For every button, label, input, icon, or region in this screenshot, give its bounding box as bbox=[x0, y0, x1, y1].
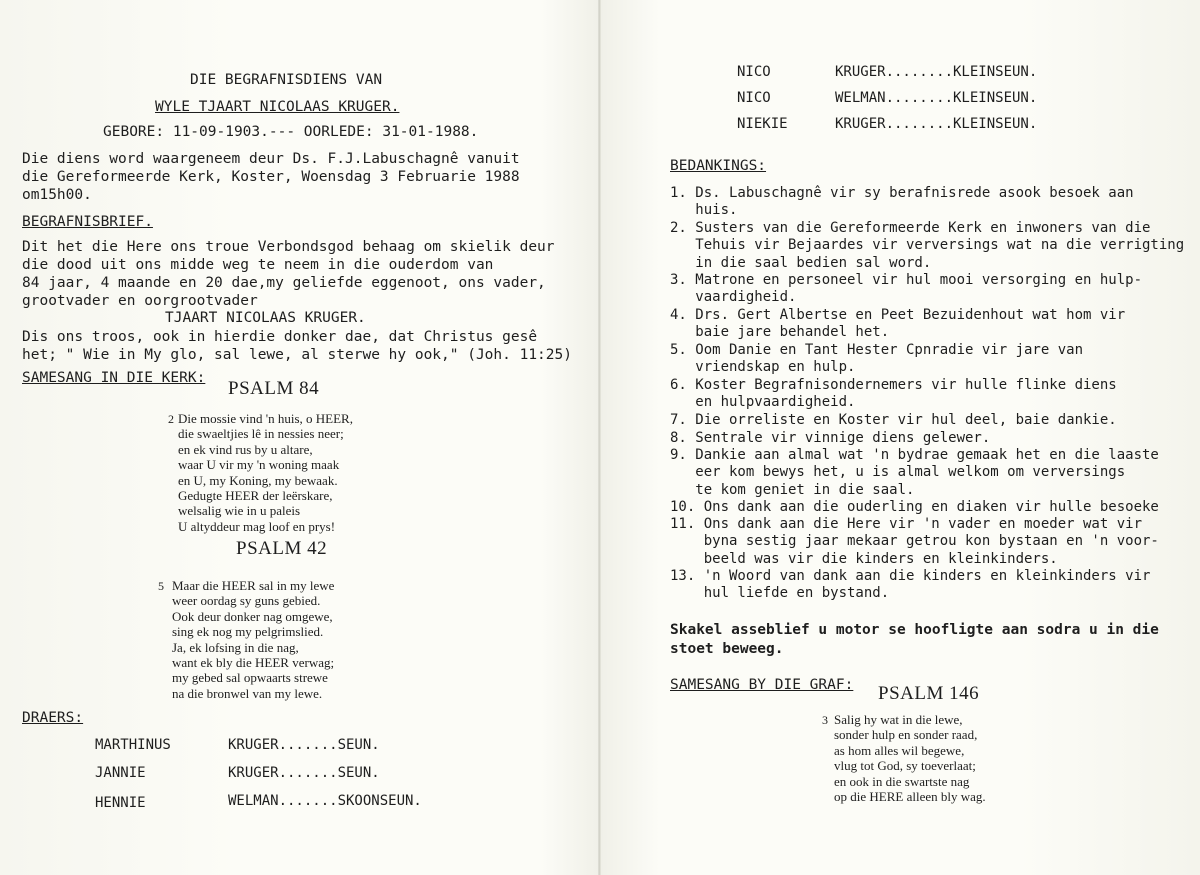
verse-line: die swaeltjies lê in nessies neer; bbox=[178, 426, 344, 442]
verse-line: Maar die HEER sal in my lewe bbox=[172, 578, 335, 593]
verse-line: waar U vir my 'n woning maak bbox=[178, 457, 340, 473]
bedanking-item bbox=[670, 377, 1117, 412]
verse-line: na die bronwel van my lewe. bbox=[172, 685, 323, 701]
draer-relation: KRUGER.......SEUN. bbox=[228, 737, 380, 753]
bedanking-line: en hulpvaardigheid. bbox=[670, 394, 856, 411]
bedanking-line: byna sestig jaar mekaar getrou kon bystaan en 'n voor- bbox=[670, 533, 1159, 550]
draer-first-name: HENNIE bbox=[95, 795, 146, 811]
psalm-146-verse bbox=[834, 712, 986, 804]
bedanking-item bbox=[670, 447, 1159, 499]
verse-line: weer oordag sy guns gebied. bbox=[172, 593, 321, 609]
draer-relation: KRUGER........KLEINSEUN. bbox=[835, 64, 1038, 80]
bedanking-line: vaardigheid. bbox=[670, 289, 797, 306]
program-heading: DIE BEGRAFNISDIENS VAN bbox=[190, 72, 383, 88]
draer-first-name: NIEKIE bbox=[737, 116, 788, 132]
comfort-text bbox=[22, 328, 572, 364]
comfort-line: het; " Wie in My glo, sal lewe, al sterwe hy ook," (Joh. 11:25) bbox=[22, 347, 572, 363]
bedanking-item bbox=[670, 412, 1117, 429]
verse-line: sonder hulp en sonder raad, bbox=[834, 727, 978, 743]
samesang-kerk-heading: SAMESANG IN DIE KERK: bbox=[22, 370, 206, 386]
motor-notice bbox=[670, 621, 1159, 659]
draer-row bbox=[95, 737, 171, 753]
bedanking-line: te kom geniet in die saal. bbox=[670, 481, 915, 498]
draer-first-name: NICO bbox=[737, 90, 771, 106]
verse-line: as hom alles wil begewe, bbox=[834, 742, 965, 758]
bedanking-line: 1. Ds. Labuschagnê vir sy berafnisrede asook besoek aan bbox=[670, 185, 1134, 201]
draer-row bbox=[95, 765, 146, 781]
intro-line: die Gereformeerde Kerk, Koster, Woensdag 3 Februarie 1988 bbox=[22, 169, 520, 185]
bedanking-line: 11. Ons dank aan die Here vir 'n vader en moeder wat vir bbox=[670, 516, 1143, 532]
draer-row bbox=[95, 795, 146, 811]
bedanking-line: 13. 'n Woord van dank aan die kinders en kleinkinders vir bbox=[670, 568, 1151, 584]
bedanking-line: huis. bbox=[670, 202, 738, 219]
verse-line: en ook in die swartste nag bbox=[834, 773, 970, 789]
verse-line: Gedugte HEER der leërskare, bbox=[178, 488, 333, 504]
draer-first-name: JANNIE bbox=[95, 765, 146, 781]
bedanking-item bbox=[670, 516, 1159, 568]
psalm-42-title: PSALM 42 bbox=[236, 538, 328, 559]
draer-row bbox=[835, 116, 1037, 132]
draer-relation: KRUGER.......SEUN. bbox=[228, 765, 380, 781]
verse-line: Die mossie vind 'n huis, o HEER, bbox=[178, 411, 353, 426]
bedanking-item bbox=[670, 272, 1142, 307]
deceased-name-heading: WYLE TJAART NICOLAAS KRUGER. bbox=[155, 99, 400, 115]
verse-line: en ek vind rus by u altare, bbox=[178, 441, 313, 457]
birth-death-dates: GEBORE: 11-09-1903.--- OORLEDE: 31-01-1988. bbox=[103, 124, 479, 140]
bedanking-line: vriendskap en hulp. bbox=[670, 359, 856, 376]
intro-line: Die diens word waargeneem deur Ds. F.J.Labuschagnê vanuit bbox=[22, 151, 520, 167]
psalm-42-verse-number: 5 bbox=[158, 579, 164, 593]
verse-line: Ja, ek lofsing in die nag, bbox=[172, 639, 299, 655]
bedanking-line: hul liefde en bystand. bbox=[670, 585, 890, 602]
begrafnisbrief-heading: BEGRAFNISBRIEF. bbox=[22, 214, 153, 230]
verse-line: my gebed sal opwaarts strewe bbox=[172, 670, 328, 686]
psalm-84-verse bbox=[178, 411, 353, 534]
brief-line: die dood uit ons midde weg te neem in die ouderdom van bbox=[22, 257, 494, 273]
draer-relation: KRUGER........KLEINSEUN. bbox=[835, 116, 1038, 132]
comfort-line: Dis ons troos, ook in hierdie donker dae, dat Christus gesê bbox=[22, 329, 538, 345]
bedanking-line: 9. Dankie aan almal wat 'n bydrae gemaak het en die laaste bbox=[670, 447, 1159, 463]
brief-deceased-name: TJAART NICOLAAS KRUGER. bbox=[165, 310, 366, 326]
verse-line: Salig hy wat in die lewe, bbox=[834, 712, 963, 727]
bedanking-line: 8. Sentrale vir vinnige diens gelewer. bbox=[670, 430, 991, 446]
psalm-84-verse-number: 2 bbox=[168, 412, 174, 426]
bedanking-item bbox=[670, 499, 1159, 516]
draer-row bbox=[835, 90, 1037, 106]
psalm-42-verse bbox=[172, 578, 334, 701]
verse-line: op die HERE alleen bly wag. bbox=[834, 789, 986, 805]
brief-line: grootvader en oorgrootvader bbox=[22, 293, 258, 309]
verse-line: Ook deur donker nag omgewe, bbox=[172, 608, 333, 624]
brief-line: 84 jaar, 4 maande en 20 dae,my geliefde eggenoot, ons vader, bbox=[22, 275, 546, 291]
psalm-146-title: PSALM 146 bbox=[878, 683, 980, 704]
service-intro bbox=[22, 150, 520, 204]
draer-row bbox=[228, 737, 380, 753]
bedanking-line: 5. Oom Danie en Tant Hester Cpnradie vir jare van bbox=[670, 342, 1084, 358]
bedanking-item bbox=[670, 220, 1184, 272]
page-fold bbox=[598, 0, 601, 875]
draer-relation: WELMAN........KLEINSEUN. bbox=[835, 90, 1038, 106]
bedanking-line: baie jare behandel het. bbox=[670, 324, 890, 341]
brief-line: Dit het die Here ons troue Verbondsgod behaag om skielik deur bbox=[22, 239, 555, 255]
draer-row bbox=[737, 64, 771, 80]
bedanking-line: in die saal bedien sal word. bbox=[670, 254, 932, 271]
bedanking-line: eer kom bewys het, u is almal welkom om verversings bbox=[670, 464, 1126, 481]
draer-row bbox=[737, 116, 788, 132]
verse-line: sing ek nog my pelgrimslied. bbox=[172, 624, 324, 640]
bedanking-line: 7. Die orreliste en Koster vir hul deel, baie dankie. bbox=[670, 412, 1117, 428]
psalm-146-verse-number: 3 bbox=[822, 713, 828, 727]
draer-row bbox=[737, 90, 771, 106]
begrafnisbrief-text bbox=[22, 238, 555, 310]
intro-line: om15h00. bbox=[22, 187, 92, 203]
bedanking-item bbox=[670, 342, 1083, 377]
bedanking-line: Tehuis vir Bejaardes vir verversings wat na die verrigting bbox=[670, 237, 1185, 254]
verse-line: en U, my Koning, my bewaak. bbox=[178, 472, 338, 488]
motor-notice-line: stoet beweeg. bbox=[670, 641, 784, 657]
verse-line: welsalig wie in u paleis bbox=[178, 503, 301, 519]
draers-heading: DRAERS: bbox=[22, 710, 84, 726]
bedanking-line: 6. Koster Begrafnisondernemers vir hulle flinke diens bbox=[670, 377, 1117, 393]
psalm-84-title: PSALM 84 bbox=[228, 378, 320, 399]
bedanking-item bbox=[670, 568, 1150, 603]
bedanking-item bbox=[670, 307, 1125, 342]
bedanking-line: 3. Matrone en personeel vir hul mooi versorging en hulp- bbox=[670, 272, 1143, 288]
verse-line: U altyddeur mag loof en prys! bbox=[178, 518, 336, 534]
bedanking-line: 2. Susters van die Gereformeerde Kerk en inwoners van die bbox=[670, 220, 1151, 236]
samesang-graf-heading: SAMESANG BY DIE GRAF: bbox=[670, 677, 854, 693]
draer-first-name: NICO bbox=[737, 64, 771, 80]
bedanking-line: beeld was vir die kinders en kleinkinders. bbox=[670, 550, 1058, 567]
bedanking-line: 4. Drs. Gert Albertse en Peet Bezuidenhout wat hom vir bbox=[670, 307, 1126, 323]
bedanking-item bbox=[670, 185, 1134, 220]
verse-line: want ek bly die HEER verwag; bbox=[172, 655, 335, 671]
motor-notice-line: Skakel asseblief u motor se hoofligte aan sodra u in die bbox=[670, 622, 1159, 638]
draer-row bbox=[835, 64, 1037, 80]
draer-row bbox=[228, 765, 380, 781]
verse-line: vlug tot God, sy toeverlaat; bbox=[834, 758, 976, 774]
bedanking-line: 10. Ons dank aan die ouderling en diaken vir hulle besoeke bbox=[670, 499, 1159, 515]
draer-row bbox=[228, 793, 422, 809]
bedankings-heading: BEDANKINGS: bbox=[670, 158, 767, 174]
draer-first-name: MARTHINUS bbox=[95, 737, 171, 753]
bedanking-item bbox=[670, 430, 990, 447]
draer-relation: WELMAN.......SKOONSEUN. bbox=[228, 793, 422, 809]
